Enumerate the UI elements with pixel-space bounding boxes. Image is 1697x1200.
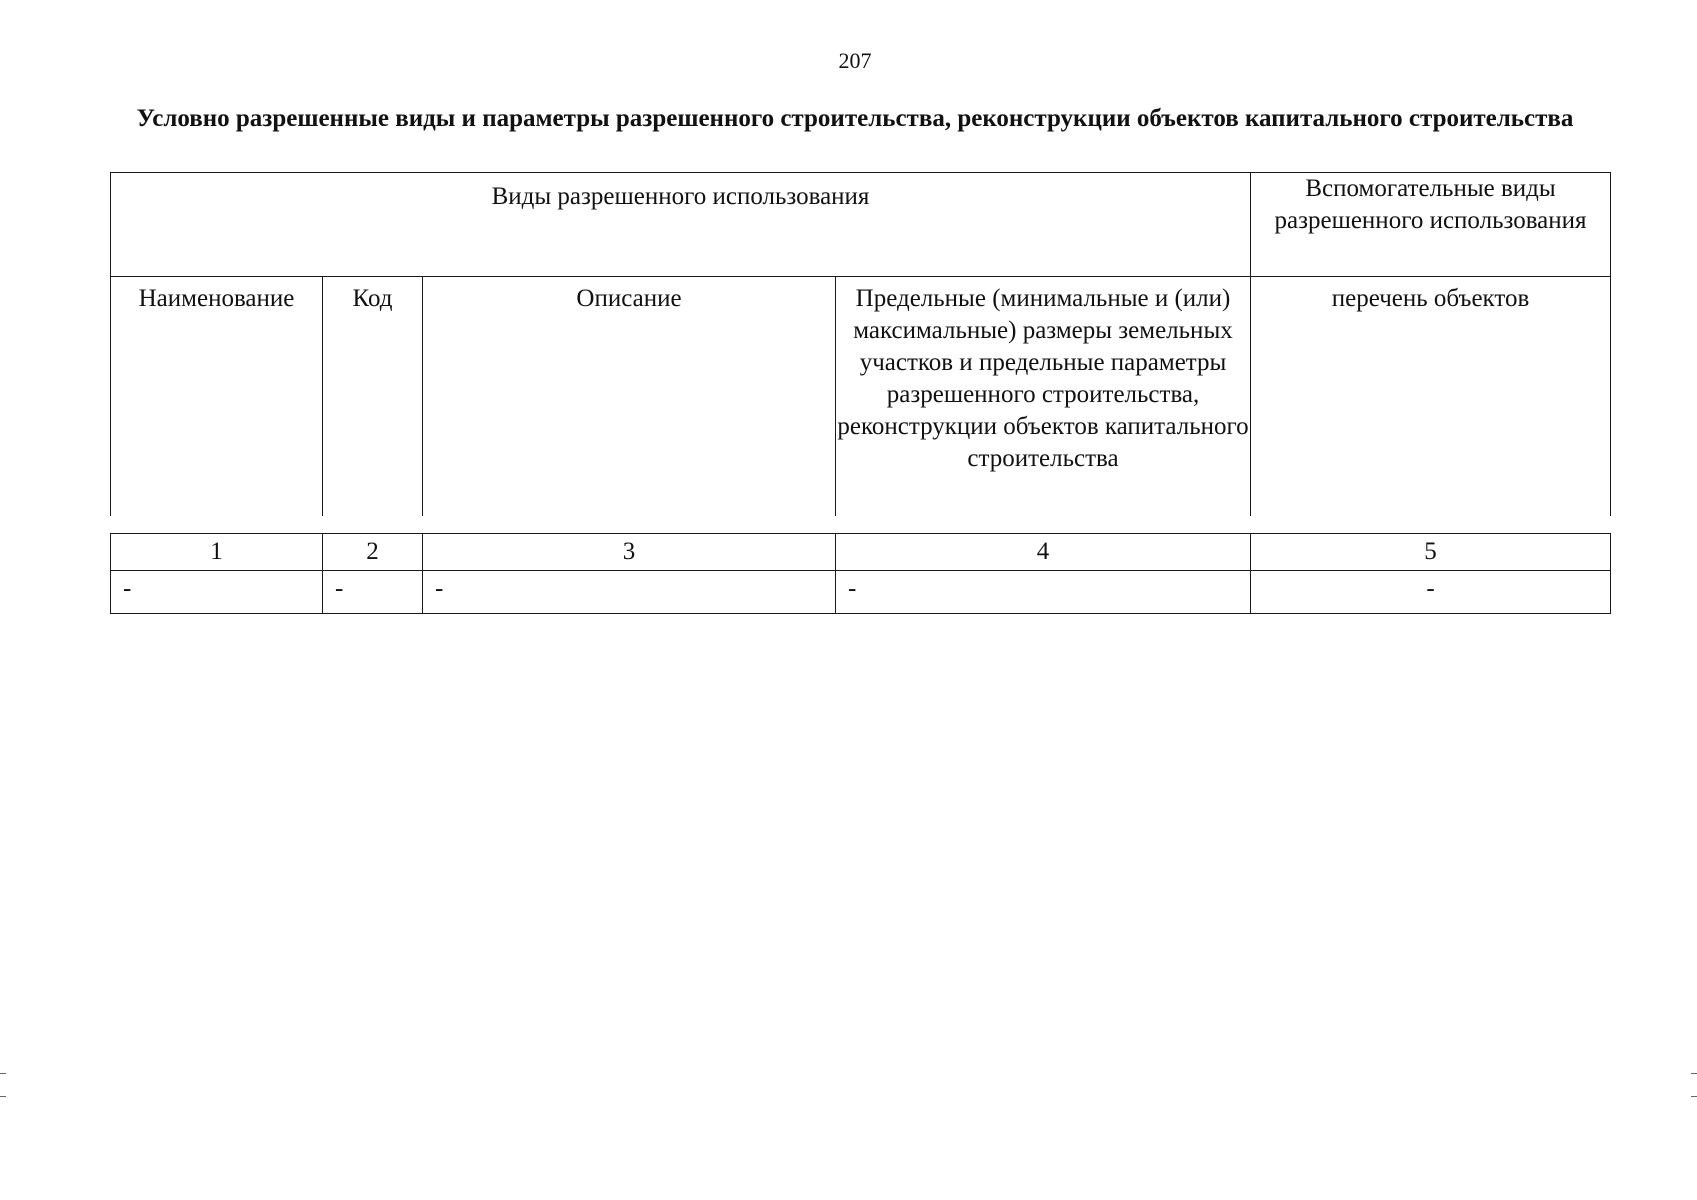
table-cell: - — [323, 571, 423, 614]
column-header-objects-list: перечень объектов — [1251, 277, 1611, 517]
table-cell: - — [111, 571, 323, 614]
page-number: 207 — [838, 48, 872, 73]
column-number: 1 — [111, 534, 323, 571]
column-header-code: Код — [323, 277, 423, 517]
group-header-cell — [111, 173, 1251, 277]
margin-mark — [0, 1073, 6, 1097]
column-number-row — [111, 534, 1611, 571]
group-header-label: Виды разрешенного использования — [491, 183, 870, 210]
table-cell: - — [423, 571, 836, 614]
document-title: Условно разрешенные виды и параметры разрешенного строительства, реконструкции объектов капитального строительства — [136, 105, 1574, 132]
table-cell: - — [836, 571, 1251, 614]
column-header-name: Наименование — [111, 277, 323, 517]
aux-header-label: Вспомогательные виды разрешенного использования — [1274, 175, 1587, 234]
column-number: 4 — [836, 534, 1251, 571]
column-header-limits: Предельные (минимальные и (или) максимальные) размеры земельных участков и предельные параметры разрешенного строительства, реконструкции объектов капитального строительства — [836, 277, 1251, 517]
aux-header-cell — [1251, 173, 1611, 277]
column-number: 5 — [1251, 534, 1611, 571]
table-cell: - — [1251, 571, 1611, 614]
margin-mark — [1691, 1073, 1697, 1097]
table-header — [110, 172, 1611, 516]
column-number: 3 — [423, 534, 836, 571]
column-number: 2 — [323, 534, 423, 571]
table-row — [111, 571, 1611, 614]
table-body — [110, 533, 1611, 614]
column-header-description: Описание — [423, 277, 836, 517]
